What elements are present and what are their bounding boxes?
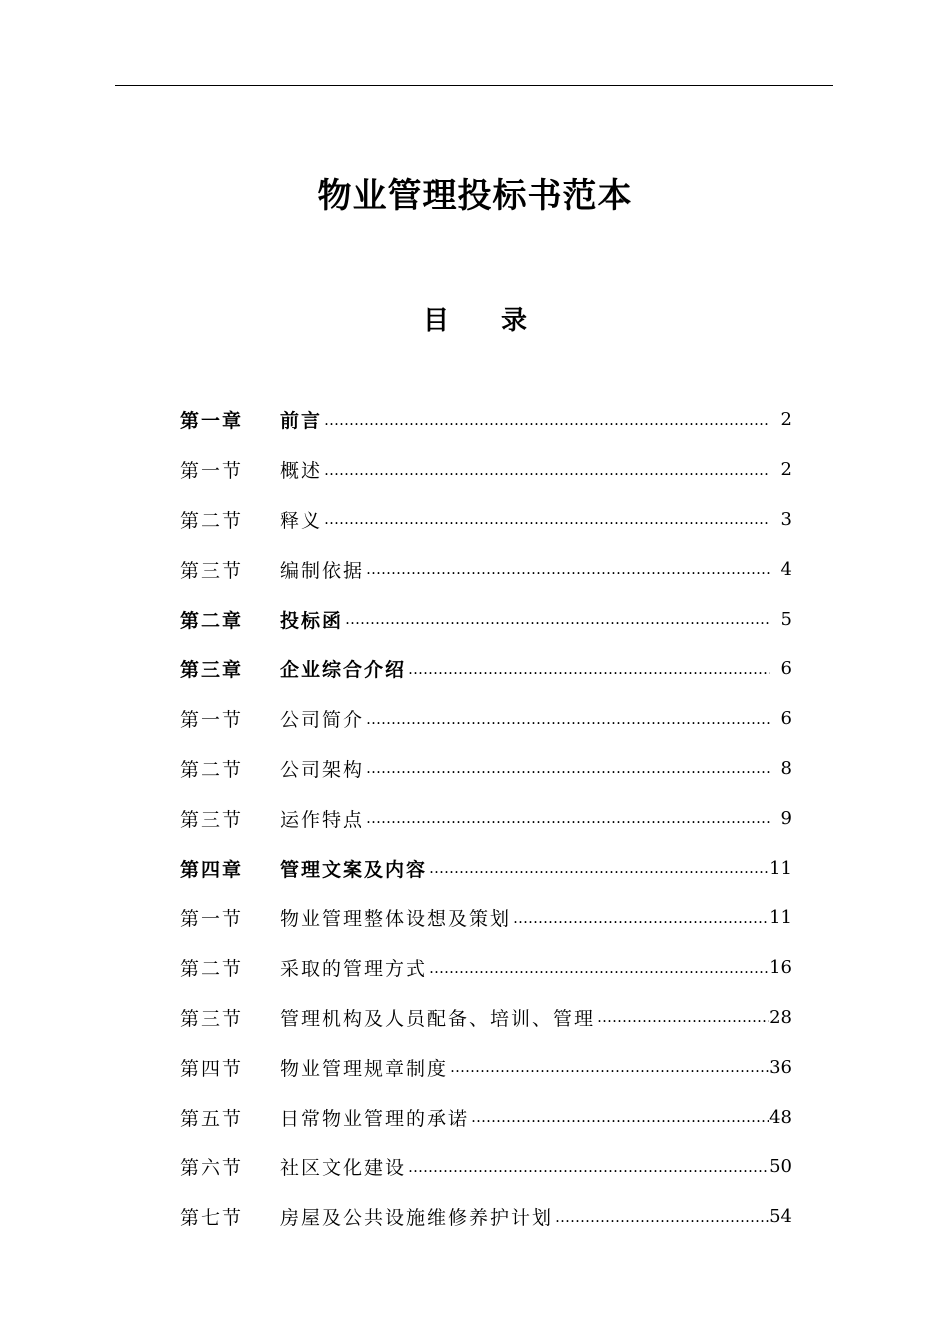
toc-dot-leader	[553, 1208, 769, 1226]
toc-dot-leader	[364, 560, 770, 578]
toc-section-entry[interactable]	[180, 893, 792, 943]
toc-entry-title: 企业综合介绍	[280, 659, 407, 682]
toc-heading	[0, 303, 950, 339]
toc-entry-title: 概述	[280, 460, 323, 483]
toc-heading-char: 目	[422, 306, 449, 336]
table-of-contents	[180, 395, 792, 1242]
toc-entry-title: 公司架构	[280, 758, 365, 781]
toc-entry-title: 日常物业管理的承诺	[280, 1107, 470, 1130]
toc-entry-number: 第三节	[180, 808, 244, 831]
toc-dot-leader	[322, 411, 770, 429]
toc-entry-number: 第五节	[180, 1107, 244, 1130]
toc-dot-leader	[322, 461, 770, 479]
toc-dot-leader	[427, 959, 769, 977]
toc-page-number: 4	[780, 558, 792, 580]
toc-page-number: 50	[769, 1156, 792, 1178]
toc-page-number: 5	[780, 608, 792, 630]
toc-dot-leader	[469, 1108, 769, 1126]
toc-dot-leader	[364, 759, 770, 777]
toc-section-entry[interactable]	[180, 993, 792, 1043]
header-rule	[115, 85, 833, 86]
toc-entry-title: 投标函	[280, 609, 344, 632]
toc-page-number: 9	[780, 807, 792, 829]
toc-dot-leader	[364, 710, 770, 728]
toc-page-number: 6	[780, 658, 792, 680]
toc-section-entry[interactable]	[180, 1092, 792, 1142]
toc-page-number: 54	[769, 1206, 792, 1228]
toc-page-number: 2	[780, 409, 792, 431]
toc-chapter-entry[interactable]	[180, 644, 792, 694]
toc-entry-number: 第二节	[180, 958, 244, 981]
toc-entry-number: 第二节	[180, 758, 244, 781]
toc-entry-number: 第三节	[180, 1007, 244, 1030]
toc-dot-leader	[448, 1058, 769, 1076]
toc-section-entry[interactable]	[180, 544, 792, 594]
toc-section-entry[interactable]	[180, 943, 792, 993]
toc-dot-leader	[595, 1008, 769, 1026]
toc-entry-number: 第四章	[180, 858, 244, 881]
toc-entry-title: 采取的管理方式	[280, 958, 428, 981]
toc-chapter-entry[interactable]	[180, 594, 792, 644]
toc-section-entry[interactable]	[180, 1192, 792, 1242]
toc-entry-number: 第一节	[180, 460, 244, 483]
toc-entry-title: 前言	[280, 410, 323, 433]
toc-entry-title: 物业管理整体设想及策划	[280, 908, 512, 931]
document-title: 物业管理投标书范本	[317, 176, 633, 216]
toc-section-entry[interactable]	[180, 744, 792, 794]
toc-dot-leader	[511, 909, 769, 927]
toc-entry-number: 第一章	[180, 410, 244, 433]
toc-entry-number: 第二章	[180, 609, 244, 632]
toc-entry-number: 第七节	[180, 1207, 244, 1230]
toc-dot-leader	[322, 510, 770, 528]
toc-chapter-entry[interactable]	[180, 395, 792, 445]
toc-page-number: 8	[780, 757, 792, 779]
toc-section-entry[interactable]	[180, 1142, 792, 1192]
toc-entry-title: 公司简介	[280, 709, 365, 732]
toc-page-number: 11	[769, 857, 792, 879]
toc-entry-number: 第一节	[180, 908, 244, 931]
toc-entry-title: 管理文案及内容	[280, 858, 428, 881]
toc-entry-number: 第三节	[180, 559, 244, 582]
toc-page-number: 48	[769, 1106, 792, 1128]
toc-page-number: 2	[780, 459, 792, 481]
toc-entry-title: 物业管理规章制度	[280, 1057, 449, 1080]
toc-section-entry[interactable]	[180, 1042, 792, 1092]
toc-entry-title: 释义	[280, 509, 323, 532]
toc-section-entry[interactable]	[180, 445, 792, 495]
toc-entry-title: 房屋及公共设施维修养护计划	[280, 1207, 554, 1230]
toc-entry-number: 第四节	[180, 1057, 244, 1080]
toc-entry-number: 第六节	[180, 1157, 244, 1180]
toc-dot-leader	[406, 660, 770, 678]
toc-entry-title: 社区文化建设	[280, 1157, 407, 1180]
toc-page-number: 6	[780, 708, 792, 730]
toc-chapter-entry[interactable]	[180, 843, 792, 893]
toc-section-entry[interactable]	[180, 694, 792, 744]
toc-page-number: 28	[769, 1006, 792, 1028]
toc-entry-title: 编制依据	[280, 559, 365, 582]
toc-dot-leader	[364, 809, 770, 827]
toc-entry-number: 第三章	[180, 659, 244, 682]
toc-dot-leader	[343, 610, 770, 628]
toc-heading-char: 录	[501, 306, 528, 336]
toc-page-number: 36	[769, 1056, 792, 1078]
toc-page-number: 11	[769, 907, 792, 929]
toc-entry-title: 管理机构及人员配备、培训、管理	[280, 1007, 596, 1030]
toc-section-entry[interactable]	[180, 495, 792, 545]
toc-dot-leader	[427, 859, 769, 877]
toc-page-number: 3	[780, 508, 792, 530]
toc-dot-leader	[406, 1158, 769, 1176]
toc-section-entry[interactable]	[180, 793, 792, 843]
toc-entry-title: 运作特点	[280, 808, 365, 831]
toc-entry-number: 第一节	[180, 709, 244, 732]
toc-page-number: 16	[769, 957, 792, 979]
toc-entry-number: 第二节	[180, 509, 244, 532]
